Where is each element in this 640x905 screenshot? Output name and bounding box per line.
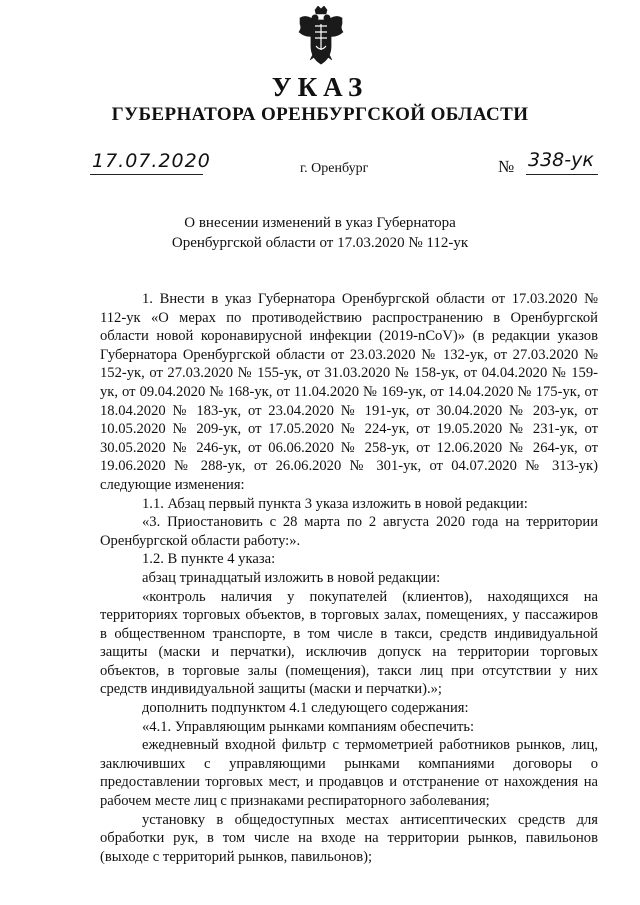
date-underline — [90, 174, 203, 175]
body-paragraph: установку в общедоступных местах антисептических средств для обработки рук, в том числе на входе на территории рынков, павильонов (выходе с территорий рынков, павильонов); — [100, 811, 598, 865]
body-paragraph: дополнить подпунктом 4.1 следующего содержания: — [142, 700, 469, 717]
body-paragraph: абзац тринадцатый изложить в новой редакции: — [142, 569, 441, 586]
number-symbol: № — [498, 157, 515, 176]
document-city: г. Оренбург — [300, 161, 369, 176]
issuer-title: ГУБЕРНАТОРА ОРЕНБУРГСКОЙ ОБЛАСТИ — [111, 104, 529, 125]
number-underline — [526, 174, 598, 175]
body-paragraph: «контроль наличия у покупателей (клиентов), находящихся на территориях торговых объектов, в торговых залах, помещениях, у пассажиров в общественном транспорте, в том числе в такси, средств индивидуальной защиты (маски и перчатки), исключив допуск на территории торговых объектов, в торговые залы (помещения), такси лиц при отсутствии у них средств индивидуальной защиты (маски и перчатки).»; — [100, 588, 598, 698]
document-date: 17.07.2020 — [92, 150, 211, 172]
document-title: УКАЗ — [271, 72, 369, 102]
body-paragraph: 1.2. В пункте 4 указа: — [142, 551, 276, 568]
document-subject — [0, 213, 640, 253]
body-paragraph: 1. Внести в указ Губернатора Оренбургской области от 17.03.2020 № 112-ук «О мерах по противодействию распространению в Оренбургской области новой коронавирусной инфекции (2019-nCoV)» (в редакции указов Губернатора Оренбургской области от 23.03.2020 № 132-ук, от 27.03.2020 № 152-ук, от 27.03.2020 № 155-ук, от 31.03.2020 № 158-ук, от 04.04.2020 № 159-ук, от 09.04.2020 № 168-ук, от 11.04.2020 № 169-ук, от 14.04.2020 № 175-ук, от 18.04.2020 № 183-ук, от 23.04.2020 № 191-ук, от 30.04.2020 № 203-ук, от 10.05.2020 № 209-ук, от 17.05.2020 № 224-ук, от 19.05.2020 № 231-ук, от 30.05.2020 № 246-ук, от 06.06.2020 № 258-ук, от 12.06.2020 № 264-ук, от 19.06.2020 № 288-ук, от 26.06.2020 № 301-ук, от 04.07.2020 № 313-ук) следующие изменения: — [100, 291, 598, 493]
body-paragraph: ежедневный входной фильтр с термометрией работников рынков, лиц, заключивших с управляющими рынками компаниями договоры о предоставлении торговых мест, и продавцов и отстранение от нахождения на рабочем месте лиц с признаками респираторного заболевания; — [100, 737, 598, 810]
body-paragraph: «4.1. Управляющим рынками компаниям обеспечить: — [142, 718, 475, 735]
coat-of-arms-icon — [296, 6, 346, 68]
document-body — [100, 290, 598, 866]
body-paragraph: «3. Приостановить с 28 марта по 2 августа 2020 года на территории Оренбургской области работу:». — [100, 514, 598, 549]
document-number: 338-ук — [528, 149, 594, 171]
body-paragraph: 1.1. Абзац первый пункта 3 указа изложить в новой редакции: — [142, 495, 528, 512]
subject-line: О внесении изменений в указ Губернатора — [184, 215, 456, 231]
subject-line: Оренбургской области от 17.03.2020 № 112-ук — [171, 235, 469, 251]
